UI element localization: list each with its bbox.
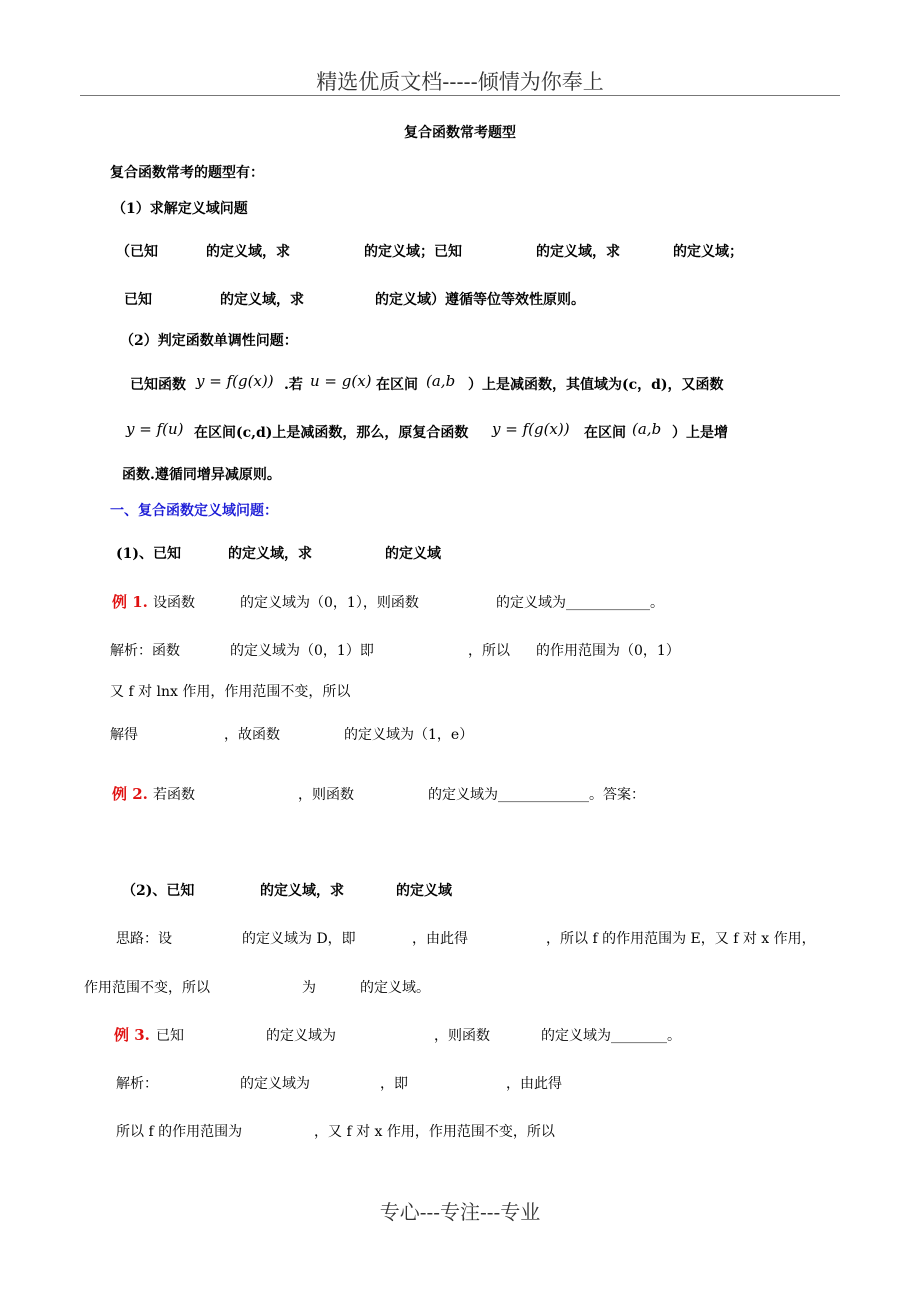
item1-line2-b: 的定义域，求 <box>220 292 304 308</box>
ex1-a: 设函数 <box>153 595 195 611</box>
ex1-sol1-a: 解析：函数 <box>110 643 180 659</box>
mono-line1-c: 在区间 <box>376 377 418 393</box>
section-1-heading: 一、复合函数定义域问题： <box>110 503 278 519</box>
sub2-c: 的定义域 <box>396 883 452 899</box>
idea2-a: 作用范围不变，所以 <box>84 980 210 996</box>
item1-line2-c: 的定义域）遵循等位等效性原则。 <box>375 292 585 308</box>
item-2-heading: （2）判定函数单调性问题： <box>120 333 298 349</box>
ex2-a: 若函数 <box>153 787 195 803</box>
item-1-heading: （1）求解定义域问题 <box>112 201 248 217</box>
ex1-b: 的定义域为（0，1），则函数 <box>240 595 419 611</box>
header-divider <box>80 95 840 96</box>
intro-text: 复合函数常考的题型有： <box>110 165 264 181</box>
item1-line1-c: 的定义域；已知 <box>364 244 462 260</box>
ex1-sol1-c: ，所以 <box>468 643 510 659</box>
ex3-sol1-a: 解析： <box>116 1076 158 1092</box>
mono-line1-b: .若 <box>284 377 303 393</box>
mono-line2-b: 在区间 <box>584 425 626 441</box>
example-1-label: 例 1. <box>112 593 148 611</box>
ex3-sol1-b: 的定义域为 <box>240 1076 310 1092</box>
mono-line2-a: 在区间(c,d)上是减函数，那么，原复合函数 <box>194 425 469 441</box>
idea1-b: 的定义域为 D，即 <box>242 931 356 947</box>
ex3-a: 已知 <box>156 1028 184 1044</box>
item1-line1-b: 的定义域，求 <box>206 244 290 260</box>
formula-y-fgx: y = f(g(x)) <box>196 372 274 390</box>
formula-interval-ab-2: (a,b <box>632 420 662 438</box>
sub2-a: （2)、已知 <box>122 883 195 899</box>
sub1-b: 的定义域，求 <box>228 546 312 562</box>
idea2-c: 的定义域。 <box>360 980 430 996</box>
mono-line1-a: 已知函数 <box>130 377 186 393</box>
idea1-a: 思路：设 <box>116 931 172 947</box>
ex1-sol2: 又 f 对 lnx 作用，作用范围不变，所以 <box>110 684 351 700</box>
formula-y-fu: y = f(u) <box>126 420 184 438</box>
mono-line2-c: ）上是增 <box>672 425 728 441</box>
sub1-c: 的定义域 <box>385 546 441 562</box>
sub2-b: 的定义域，求 <box>260 883 344 899</box>
ex3-c: ，则函数 <box>434 1028 490 1044</box>
item1-line1-a: （已知 <box>116 244 158 260</box>
ex3-sol1-c: ，即 <box>380 1076 408 1092</box>
ex1-sol3-b: ，故函数 <box>224 727 280 743</box>
sub1-a: (1)、已知 <box>116 546 181 562</box>
ex3-sol1-d: ，由此得 <box>506 1076 562 1092</box>
ex1-sol3-c: 的定义域为（1，e） <box>344 727 474 743</box>
idea1-c: ，由此得 <box>412 931 468 947</box>
formula-interval-ab: (a,b <box>426 372 456 390</box>
ex3-b: 的定义域为 <box>266 1028 336 1044</box>
idea2-b: 为 <box>302 980 316 996</box>
ex1-sol3-a: 解得 <box>110 727 138 743</box>
page-footer: 专心---专注---专业 <box>379 1200 541 1224</box>
ex2-b: ，则函数 <box>298 787 354 803</box>
ex2-c: 的定义域为_____________。答案： <box>428 787 645 803</box>
formula-u-gx: u = g(x) <box>310 372 372 390</box>
ex3-sol2-a: 所以 f 的作用范围为 <box>116 1124 243 1140</box>
item1-line1-e: 的定义域； <box>673 244 743 260</box>
idea1-d: ，所以 f 的作用范围为 E，又 f 对 x 作用， <box>546 931 816 947</box>
example-2-label: 例 2. <box>112 785 148 803</box>
ex3-d: 的定义域为________。 <box>541 1028 681 1044</box>
item1-line2-a: 已知 <box>124 292 152 308</box>
ex1-sol1-d: 的作用范围为（0，1） <box>536 643 680 659</box>
mono-line1-d: ）上是减函数，其值域为(c，d)，又函数 <box>468 377 724 393</box>
formula-y-fgx-2: y = f(g(x)) <box>492 420 570 438</box>
mono-line3: 函数.遵循同增异减原则。 <box>122 467 281 483</box>
ex1-sol1-b: 的定义域为（0，1）即 <box>230 643 374 659</box>
example-3-label: 例 3. <box>114 1026 150 1044</box>
ex1-c: 的定义域为____________。 <box>496 595 664 611</box>
item1-line1-d: 的定义域，求 <box>536 244 620 260</box>
document-title: 复合函数常考题型 <box>404 125 516 141</box>
ex3-sol2-b: ，又 f 对 x 作用，作用范围不变，所以 <box>314 1124 555 1140</box>
page-header: 精选优质文档-----倾情为你奉上 <box>316 70 604 94</box>
